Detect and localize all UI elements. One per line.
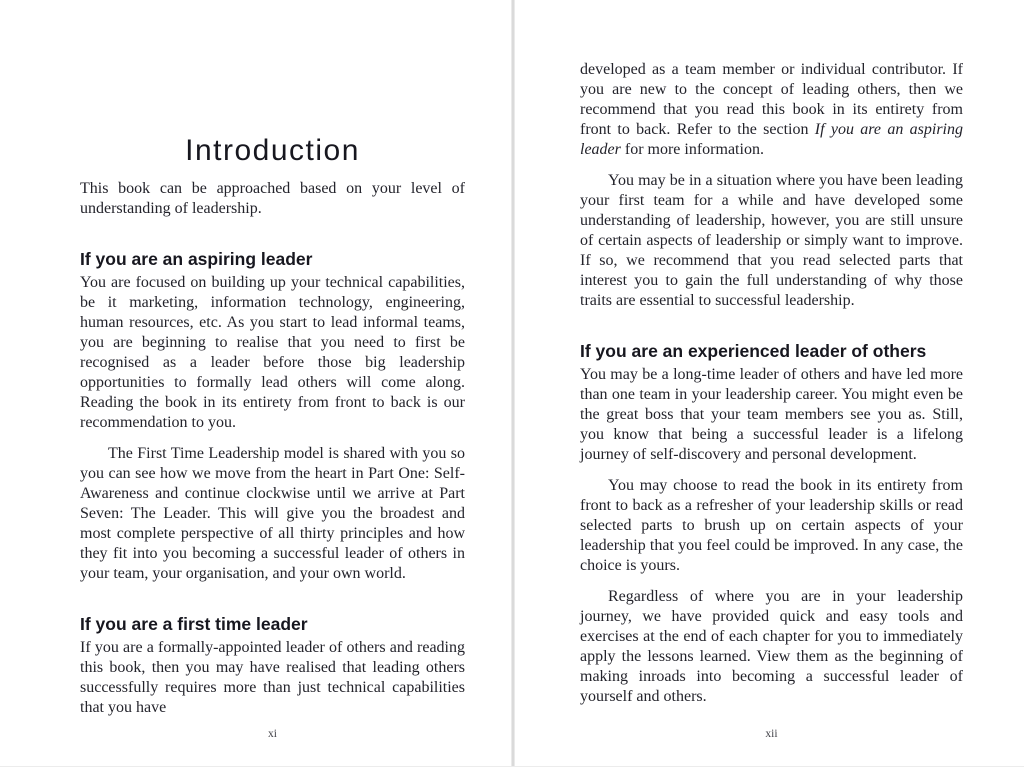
italic-section-reference: If you are an aspiring leader — [580, 121, 964, 158]
paragraph: You are focused on building up your technical capabilities, be it marketing, information technology, engineering, human resources, etc. As you start to lead informal teams, you are beginning to realise that you need to first be recognised as a leader before those big leadership opportunities to formally lead others will come along. Reading the book in its entirety from front to back is our recommendation to you. — [80, 274, 465, 431]
section-heading-experienced-leader: If you are an experienced leader of others — [580, 341, 927, 361]
paragraph: Regardless of where you are in your leadership journey, we have provided quick and easy tools and exercises at the end of each chapter for you to immediately apply the lessons learned. View them as the beginning of making inroads into becoming a successful leader of yourself and others. — [580, 588, 963, 705]
paragraph: You may choose to read the book in its entirety from front to back as a refresher of your leadership skills or read selected parts to brush up on certain aspects of your leadership that you feel could be improved. In any case, the choice is yours. — [580, 477, 963, 574]
section-heading-first-time-leader: If you are a first time leader — [80, 614, 308, 634]
paragraph-continuation — [580, 60, 963, 160]
paragraph: The First Time Leadership model is shared with you so you can see how we move from the heart in Part One: Self-Awareness and continue clockwise until we arrive at Part Seven: The Leader. This will give you the broadest and most complete perspective of all thirty principles and how they fit into you becoming a successful leader of others in your team, your organisation, and your own world. — [80, 445, 465, 582]
text-run: for more information. — [620, 141, 764, 158]
text-run: developed as a team member or individual contributor. If you are new to the concept of leading others, then we recommend that you read this book in its entirety from front to back. Refer to the section — [580, 61, 963, 138]
page-left — [0, 0, 511, 766]
page-number-right: xii — [765, 728, 778, 740]
paragraph: If you are a formally-appointed leader of others and reading this book, then you may have realised that leading others successfully requires more than just technical capabilities that you have — [80, 639, 465, 716]
paragraph: You may be in a situation where you have been leading your first team for a while and have developed some understanding of leadership, however, you are still unsure of certain aspects of leadership or simply want to improve. If so, we recommend that you read selected parts that interest you to gain the full understanding of why those traits are essential to successful leadership. — [580, 172, 963, 309]
page-number-left: xi — [268, 728, 277, 740]
section-heading-aspiring-leader: If you are an aspiring leader — [80, 249, 313, 269]
intro-paragraph: This book can be approached based on your level of understanding of leadership. — [80, 180, 465, 217]
page-right — [515, 0, 1024, 766]
paragraph: You may be a long-time leader of others and have led more than one team in your leadership career. You might even be the great boss that your team members see you as. Still, you know that being a successful leader is a lifelong journey of self-discovery and personal development. — [580, 366, 963, 463]
chapter-title: Introduction — [185, 134, 360, 167]
